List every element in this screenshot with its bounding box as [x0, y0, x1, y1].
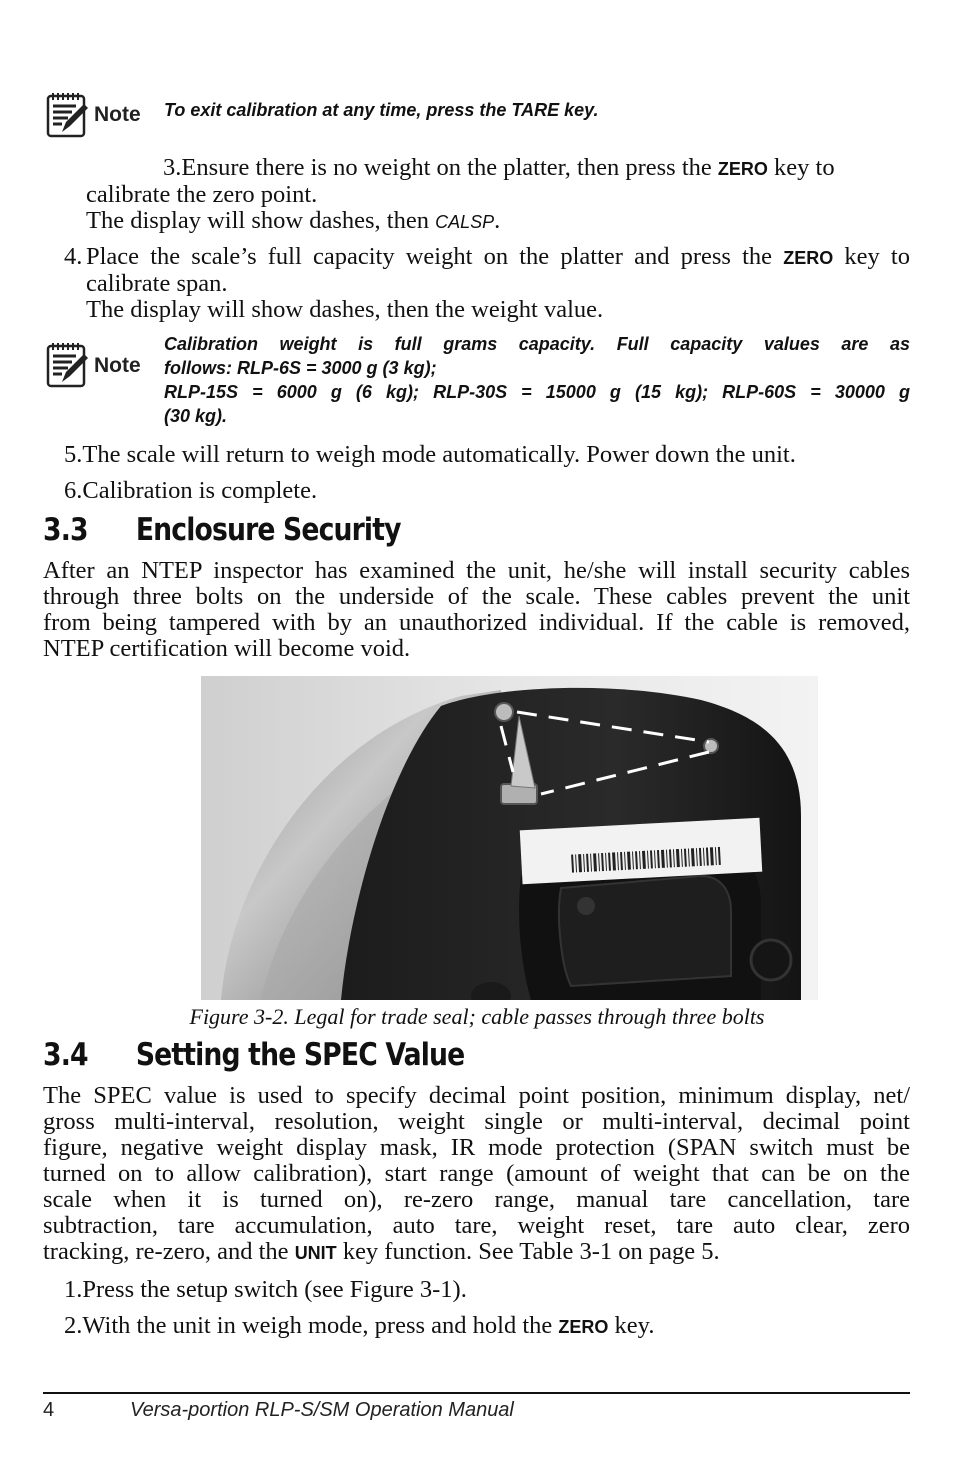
step-4-line2: calibrate span. — [86, 270, 228, 297]
step-4-line3: The display will show dashes, then the weight value. — [86, 296, 604, 323]
note-icon — [46, 342, 88, 388]
step-3-line3: The display will show dashes, then CALSP. — [86, 207, 501, 234]
note-label: Note — [94, 354, 141, 377]
unit-key: UNIT — [294, 1243, 337, 1263]
note-label: Note — [94, 103, 141, 126]
zero-key: ZERO — [717, 159, 768, 179]
section-3-4-body: The SPEC value is used to specify decimal point position, minimum display, net/ gross multi-interval, resolution, weight single or multi-interval, decimal point figure, negative weight display mask, IR mode protection (SPAN switch must be turned on to allow calibration), start range (amount of weight that can be on the scale when it is turned on), re-zero range, manual tare cancellation, tare subtraction, tare accumulation, auto tare, weight reset, tare auto clear, zero tracking, re-zero, and the UNIT key function. See Table 3-1 on page 5. — [43, 1082, 910, 1265]
step-3-text-tail: key to — [767, 154, 835, 181]
step-setup-2: 2.With the unit in weigh mode, press and hold the ZERO key. — [64, 1312, 655, 1339]
step-4: 4. Place the scale’s full capacity weight on the platter and press the ZERO key to calibrate span. The display will show dashes, then the weight value. — [64, 243, 910, 323]
step-setup-1: 1.Press the setup switch (see Figure 3-1). — [64, 1276, 467, 1303]
section-3-3-body: After an NTEP inspector has examined the unit, he/she will install security cables through three bolts on the underside of the scale. These cables prevent the unit from being tampered with by an unauthorized individual. If the cable is removed, NTEP certification will become void. — [43, 557, 910, 662]
note-text: To exit calibration at any time, press the TARE key. — [164, 100, 599, 120]
zero-key: ZERO — [783, 248, 834, 268]
note-text: Calibration weight is full grams capacity. Full capacity values are as follows: RLP-6S = 3000 g (3 kg); RLP-15S = 6000 g (6 kg); RLP-30S = 15000 g (15 kg); RLP-60S = 30000 g (30 kg). — [164, 334, 910, 426]
zero-key: ZERO — [558, 1317, 609, 1337]
step-3-line2: calibrate the zero point. — [86, 181, 318, 208]
note-icon — [46, 92, 88, 138]
step-4-number: 4. — [64, 243, 83, 270]
step-3 — [86, 155, 910, 235]
calsp-code: CALSP — [435, 212, 495, 232]
section-heading: 3.4 Setting the SPEC Value — [43, 1037, 465, 1073]
step-5: 5.The scale will return to weigh mode automatically. Power down the unit. — [64, 441, 796, 468]
footer-rule — [43, 1392, 910, 1394]
figure-caption: Figure 3-2. Legal for trade seal; cable passes through three bolts — [189, 1004, 765, 1029]
step-6: 6.Calibration is complete. — [64, 477, 318, 504]
step-3-text: 3.Ensure there is no weight on the platter, then press the — [163, 154, 718, 181]
manual-title: Versa-portion RLP-S/SM Operation Manual — [130, 1399, 514, 1421]
section-heading: 3.3 Enclosure Security — [43, 512, 401, 548]
page-number: 4 — [43, 1399, 55, 1421]
scale-underside-photo — [201, 676, 818, 1000]
